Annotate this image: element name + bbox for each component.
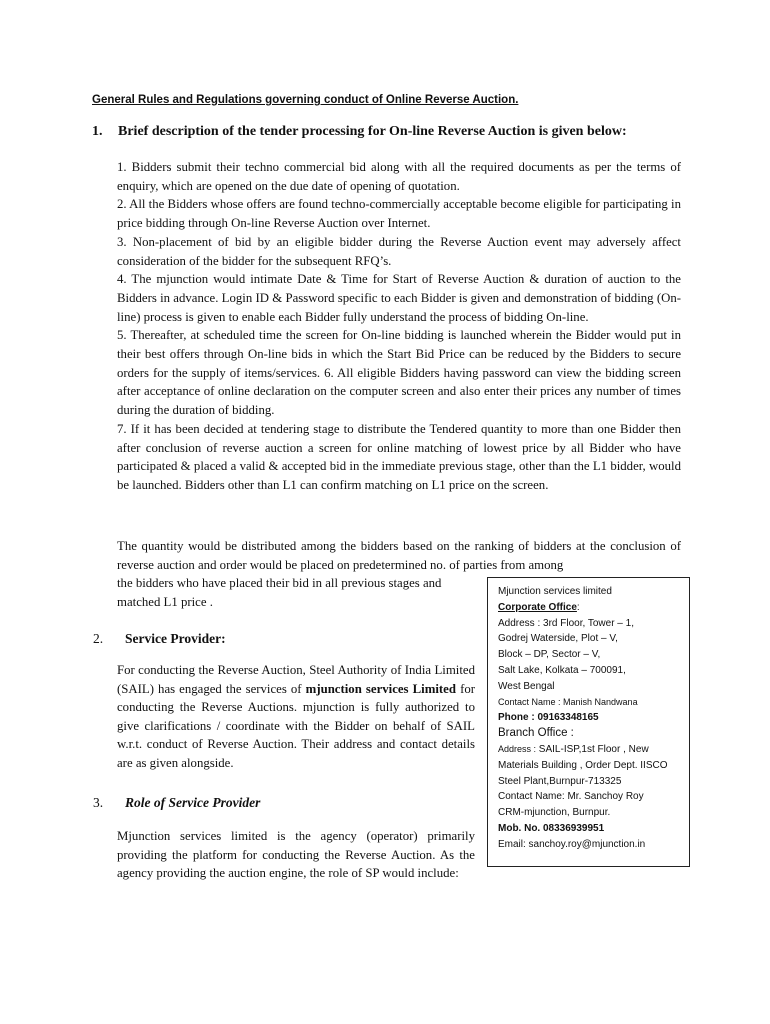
- section-3-title-text: Role of Service Provider: [125, 795, 261, 810]
- service-provider-text: For conducting the Reverse Auction, Steel Authority of India Limited (SAIL) has engaged the services of: [117, 663, 475, 696]
- address-line: Address : 3rd Floor, Tower – 1,: [498, 617, 634, 629]
- distribution-text-line: the bidders who have placed their bid in all previous stages and: [117, 576, 442, 591]
- address-line: Godrej Waterside, Plot – V,: [498, 633, 618, 645]
- rule-paragraph: 4. The mjunction would intimate Date & Time for Start of Reverse Auction & duration of auction to the Bidders in advance. Login ID & Password specific to each Bidder is given and demonstration of bidding (On-line) process is given to enable each Bidder fully understand the process of bidding On-line.: [117, 272, 681, 324]
- section-2-title: [93, 631, 226, 647]
- rule-paragraph: 2. All the Bidders whose offers are found techno-commercially acceptable become eligible for participating in price bidding through On-line Reverse Auction over Internet.: [117, 197, 681, 231]
- phone-number: Phone : 09163348165: [498, 712, 599, 724]
- section-3-title: [93, 795, 260, 811]
- company-name: mjunction services Limited: [305, 681, 456, 696]
- branch-address: Address : SAIL-ISP,1st Floor , New: [498, 743, 649, 755]
- branch-address: Materials Building , Order Dept. IISCO: [498, 759, 668, 771]
- corporate-office-label: Corporate Office:: [498, 601, 580, 613]
- rule-paragraph: 1. Bidders submit their techno commercial bid along with all the required documents as per the terms of enquiry, which are opened on the due date of opening of quotation.: [117, 160, 681, 193]
- distribution-text-line: matched L1 price .: [117, 595, 213, 610]
- role-paragraph: Mjunction services limited is the agency (operator) primarily providing the platform for conducting the Reverse Auction. As the agency providing the auction engine, the role of SP would include:: [117, 829, 475, 881]
- section-2-title-text: Service Provider:: [125, 631, 226, 646]
- contact-details-box: [487, 577, 690, 867]
- section-1-title: [92, 124, 692, 140]
- rule-paragraph: 3. Non-placement of bid by an eligible bidder during the Reverse Auction event may adversely affect consideration of the bidder for the subsequent RFQ’s.: [117, 234, 681, 268]
- document-heading: General Rules and Regulations governing conduct of Online Reverse Auction.: [92, 94, 519, 106]
- rule-paragraph: 5. Thereafter, at scheduled time the screen for On-line bidding is launched wherein the Bidder would put in their best offers through On-line bids in which the Start Bid Price can be reduced by the Bidders to secure orders for the supply of items/services. 6. All eligible Bidders having password can view the bidding screen after acceptance of online declaration on the computer screen and also enter their prices any number of times during the duration of bidding.: [117, 328, 681, 418]
- rule-paragraph: 7. If it has been decided at tendering stage to distribute the Tendered quantity to more than one Bidder then after conclusion of reverse auction a screen for online matching of lowest price by all Bidder who have participated & placed a valid & accepted bid in the immediate previous stage, other than the L1 bidder, would be launched. Bidders other than L1 can confirm matching on L1 price on the screen.: [117, 421, 681, 492]
- mobile-number: Mob. No. 08336939951: [498, 822, 605, 834]
- section-1-body: [117, 158, 681, 495]
- branch-contact-role: CRM-mjunction, Burnpur.: [498, 807, 611, 819]
- address-line: Block – DP, Sector – V,: [498, 649, 601, 661]
- branch-contact-name: Contact Name: Mr. Sanchoy Roy: [498, 791, 644, 803]
- branch-address: Steel Plant,Burnpur-713325: [498, 775, 622, 787]
- distribution-text: The quantity would be distributed among the bidders based on the ranking of bidders at the conclusion of reverse auction and order would be placed on predetermined no. of parties from among: [117, 539, 681, 572]
- address-line: West Bengal: [498, 680, 555, 692]
- section-3-number: 3.: [93, 795, 104, 810]
- service-provider-paragraph: [117, 661, 475, 773]
- address-line: Salt Lake, Kolkata – 700091,: [498, 664, 626, 676]
- section-1-title-text: Brief description of the tender processing for On-line Reverse Auction is given below:: [118, 124, 627, 139]
- service-provider-text: for conducting the Reverse Auctions. mjunction is fully authorized to give clarifications / coordinate with the Bidder on behalf of SAIL w.r.t. conduct of Reverse Auction. Their address and contact details are as given alongside.: [117, 681, 475, 770]
- contact-name: Contact Name : Manish Nandwana: [498, 696, 638, 707]
- section-1-number: 1.: [92, 124, 103, 139]
- branch-office-label: Branch Office :: [498, 727, 574, 740]
- section-2-number: 2.: [93, 631, 104, 646]
- company-name: Mjunction services limited: [498, 586, 612, 597]
- email-address[interactable]: Email: sanchoy.roy@mjunction.in: [498, 838, 646, 850]
